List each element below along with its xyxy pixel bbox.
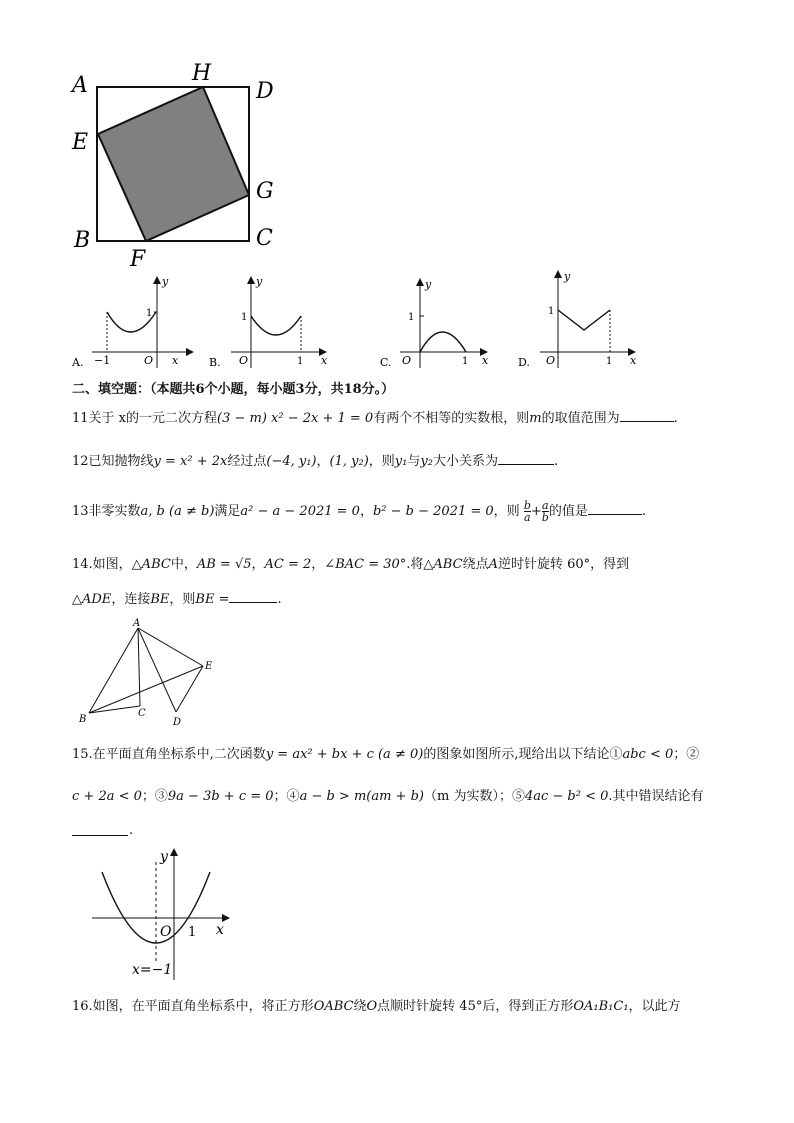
svg-text:1: 1 <box>606 356 613 367</box>
svg-text:−1: −1 <box>94 354 111 367</box>
square-figure <box>68 56 288 270</box>
svg-text:1: 1 <box>548 306 555 317</box>
answer-blank-15[interactable] <box>72 822 128 836</box>
parabola-figure <box>88 844 238 982</box>
section-title: 二、填空题：（本题共6个小题，每小题3分，共18分。） <box>72 382 395 397</box>
svg-text:O: O <box>546 354 556 367</box>
option-d-graph <box>518 264 643 372</box>
svg-text:x: x <box>482 354 489 367</box>
svg-text:1: 1 <box>408 312 415 323</box>
svg-text:y: y <box>564 270 571 283</box>
svg-text:1: 1 <box>297 356 304 367</box>
svg-text:A: A <box>133 618 141 629</box>
label-A: A <box>72 73 88 98</box>
label-H: H <box>192 61 212 86</box>
label-C: C <box>256 226 273 251</box>
svg-text:x: x <box>172 354 179 367</box>
svg-text:O: O <box>239 354 249 367</box>
question-13: 13非零实数a, b (a ≠ b)满足a² − a − 2021 = 0，b² − b − 2021 = 0，则 $\frac{b}{a}$ + $\frac{a}{b}$ 的值是 . <box>72 499 646 524</box>
svg-text:y: y <box>425 278 432 291</box>
triangle-figure <box>76 614 226 732</box>
option-a-letter: A. <box>72 356 84 369</box>
question-15-line1: 15.在平面直角坐标系中,二次函数y = ax² + bx + c (a ≠ 0)的图象如图所示,现给出以下结论①abc < 0；② <box>72 747 700 762</box>
answer-blank-11[interactable] <box>620 409 674 422</box>
option-a-graph <box>72 272 197 372</box>
question-11: 11关于 x的一元二次方程(3 − m) x² − 2x + 1 = 0有两个不相等的实数根，则m的取值范围为 . <box>72 411 678 426</box>
question-15-line2: c + 2a < 0；③9a − 3b + c = 0；④a − b > m(am + b)（m 为实数）；⑤4ac − b² < 0.其中错误结论有 <box>72 789 704 804</box>
label-D: D <box>256 79 274 104</box>
svg-text:1: 1 <box>188 925 197 940</box>
question-14-line1: 14.如图，△ABC中，AB = √5，AC = 2，∠BAC = 30°.将△ABC绕点A逆时针旋转 60°，得到 <box>72 557 630 572</box>
label-E: E <box>72 130 89 155</box>
svg-text:1: 1 <box>146 308 153 319</box>
label-B: B <box>74 228 91 253</box>
svg-text:O: O <box>402 354 412 367</box>
question-14-line2: △ADE，连接BE，则BE = . <box>72 592 282 607</box>
svg-text:O: O <box>160 924 172 940</box>
fraction-a-over-b: $\frac{a}{b}$ <box>541 499 549 524</box>
svg-text:B.: B. <box>209 356 221 369</box>
svg-text:D.: D. <box>518 356 530 369</box>
svg-text:x: x <box>216 922 224 938</box>
svg-text:C.: C. <box>380 356 392 369</box>
inner-square <box>98 87 249 241</box>
svg-text:y: y <box>162 275 169 288</box>
question-12: 12已知抛物线y = x² + 2x经过点(−4, y₁)，(1, y₂)，则y₁与y₂大小关系为 . <box>72 454 559 469</box>
svg-text:O: O <box>144 354 154 367</box>
answer-blank-12[interactable] <box>498 452 554 465</box>
label-G: G <box>256 179 274 204</box>
svg-text:E: E <box>205 661 213 672</box>
option-b-graph <box>209 272 334 372</box>
fraction-b-over-a: $\frac{b}{a}$ <box>523 499 531 524</box>
svg-text:C: C <box>138 708 146 719</box>
answer-blank-13[interactable] <box>588 502 642 515</box>
svg-text:B: B <box>79 714 87 725</box>
svg-text:x: x <box>321 354 328 367</box>
label-F: F <box>130 247 146 270</box>
option-c-graph <box>380 272 505 372</box>
svg-text:y: y <box>256 275 263 288</box>
svg-text:x=−1: x=−1 <box>132 962 173 978</box>
question-16: 16.如图，在平面直角坐标系中，将正方形OABC绕O点顺时针旋转 45°后，得到正方形OA₁B₁C₁，以此方 <box>72 999 681 1014</box>
svg-text:1: 1 <box>462 356 469 367</box>
svg-text:1: 1 <box>241 312 248 323</box>
svg-text:x: x <box>630 354 637 367</box>
answer-blank-14[interactable] <box>229 590 277 603</box>
svg-text:y: y <box>160 849 168 865</box>
svg-text:D: D <box>173 717 182 728</box>
